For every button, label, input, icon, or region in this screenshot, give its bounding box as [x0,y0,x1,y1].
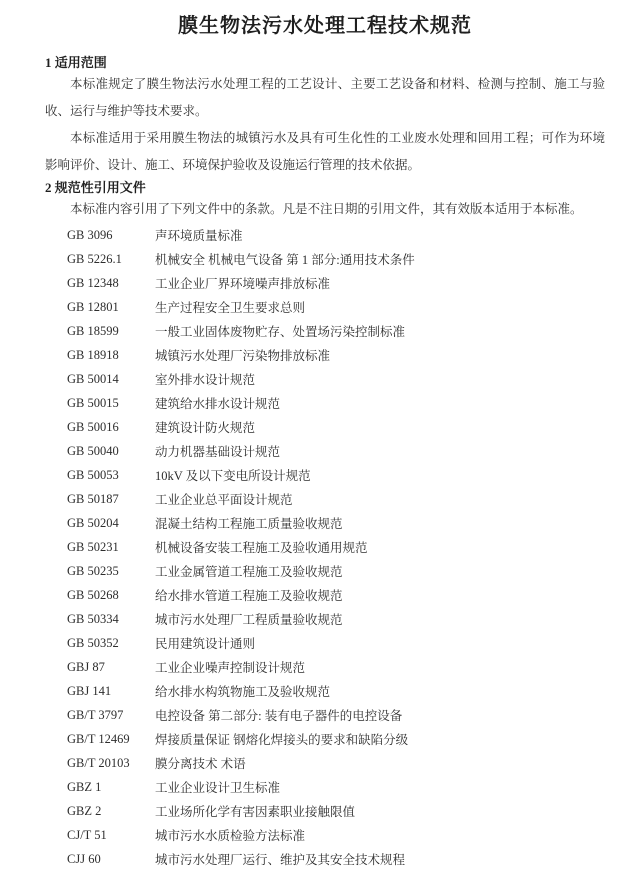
reference-title: 机械设备安装工程施工及验收通用规范 [155,541,368,555]
reference-title: 城市污水水质检验方法标准 [155,829,306,843]
reference-row [45,415,605,439]
reference-row [45,511,605,535]
reference-row [45,775,605,799]
reference-code: GB 12348 [67,275,119,290]
reference-row [45,799,605,823]
reference-row [45,655,605,679]
document-title: 膜生物法污水处理工程技术规范 [178,15,472,37]
reference-row [45,535,605,559]
reference-row [45,679,605,703]
reference-title: 建筑给水排水设计规范 [155,397,281,411]
reference-code: GB/T 20103 [67,755,130,770]
reference-row [45,367,605,391]
reference-code: CJJ 60 [67,851,101,866]
reference-code: GB 50015 [67,395,119,410]
reference-code: GB 18599 [67,323,119,338]
reference-row [45,559,605,583]
reference-row [45,391,605,415]
reference-title: 给水排水构筑物施工及验收规范 [155,685,331,699]
reference-code: GB/T 12469 [67,731,130,746]
reference-code: CJ/T 51 [67,827,107,842]
reference-row [45,295,605,319]
reference-title: 民用建筑设计通则 [155,637,256,651]
reference-title: 工业企业噪声控制设计规范 [155,661,306,675]
reference-title: 机械安全 机械电气设备 第 1 部分:通用技术条件 [155,253,415,267]
reference-code: GBJ 141 [67,683,112,698]
reference-code: GB 18918 [67,347,119,362]
reference-title: 一般工业固体废物贮存、处置场污染控制标准 [155,325,406,339]
reference-code: GB 3096 [67,227,113,242]
reference-row [45,727,605,751]
reference-code: GB 50352 [67,635,119,650]
reference-row [45,607,605,631]
reference-row [45,847,605,871]
reference-title: 给水排水管道工程施工及验收规范 [155,589,343,603]
reference-row [45,247,605,271]
reference-title: 焊接质量保证 钢熔化焊接头的要求和缺陷分级 [155,733,409,747]
reference-title: 膜分离技术 术语 [155,757,246,771]
reference-row [45,631,605,655]
reference-title: 工业企业厂界环境噪声排放标准 [155,277,331,291]
reference-title: 混凝土结构工程施工质量验收规范 [155,517,343,531]
section-1-heading: 1 适用范围 [45,55,107,70]
reference-title: 城镇污水处理厂污染物排放标准 [155,349,331,363]
section-2-intro-paragraph: 本标准内容引用了下列文件中的条款。凡是不注日期的引用文件，其有效版本适用于本标准。 [70,202,583,216]
reference-row [45,751,605,775]
reference-code: GB 50268 [67,587,119,602]
reference-title: 工业场所化学有害因素职业接触限值 [155,805,356,819]
reference-code: GB 50040 [67,443,119,458]
reference-title: 电控设备 第二部分: 装有电子器件的电控设备 [155,709,403,723]
reference-code: GB 5226.1 [67,251,122,266]
reference-code: GB 50231 [67,539,119,554]
reference-title: 动力机器基础设计规范 [155,445,281,459]
references-list [45,223,605,871]
section-2-heading: 2 规范性引用文件 [45,180,146,195]
reference-row [45,223,605,247]
reference-code: GBZ 1 [67,779,102,794]
section-1-paragraph-1: 本标准规定了膜生物法污水处理工程的工艺设计、主要工艺设备和材料、检测与控制、施工与验收、运行与维护等技术要求。 [45,77,605,118]
reference-row [45,439,605,463]
section-1-paragraph-2: 本标准适用于采用膜生物法的城镇污水及具有可生化性的工业废水处理和回用工程；可作为环境影响评价、设计、施工、环境保护验收及设施运行管理的技术依据。 [45,131,605,172]
reference-title: 10kV 及以下变电所设计规范 [155,469,311,483]
reference-row [45,703,605,727]
reference-title: 建筑设计防火规范 [155,421,256,435]
reference-title: 生产过程安全卫生要求总则 [155,301,306,315]
reference-code: GBZ 2 [67,803,102,818]
reference-title: 室外排水设计规范 [155,373,256,387]
reference-code: GB 50187 [67,491,119,506]
reference-row [45,319,605,343]
reference-row [45,583,605,607]
reference-code: GB 50334 [67,611,119,626]
reference-title: 城市污水处理厂工程质量验收规范 [155,613,343,627]
reference-row [45,487,605,511]
reference-code: GB 50235 [67,563,119,578]
reference-code: GB 50204 [67,515,119,530]
reference-row [45,823,605,847]
reference-title: 工业企业设计卫生标准 [155,781,281,795]
reference-row [45,463,605,487]
reference-title: 声环境质量标准 [155,229,243,243]
reference-code: GB 50016 [67,419,119,434]
reference-title: 工业金属管道工程施工及验收规范 [155,565,343,579]
reference-code: GB 50014 [67,371,119,386]
reference-title: 城市污水处理厂运行、维护及其安全技术规程 [155,853,406,867]
reference-row [45,271,605,295]
reference-code: GBJ 87 [67,659,105,674]
reference-code: GB/T 3797 [67,707,124,722]
reference-row [45,343,605,367]
reference-title: 工业企业总平面设计规范 [155,493,293,507]
reference-code: GB 50053 [67,467,119,482]
reference-code: GB 12801 [67,299,119,314]
